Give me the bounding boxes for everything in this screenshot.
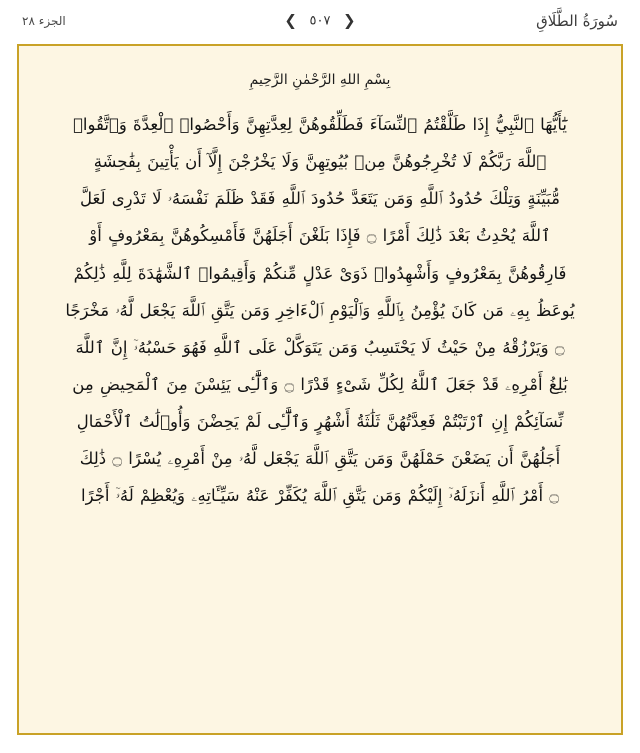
ayah-line: فَارِقُوهُنَّ بِمَعْرُوفٍ وَأَشْهِدُوا۟ ذَوَىْ عَدْلٍ مِّنكُمْ وَأَقِيمُوا۟ ٱلشَّهَٰدَةَ لِلَّهِ ذَٰلِكُمْ (73, 263, 567, 283)
ayah-text-block (45, 106, 595, 514)
ayah-line: مُّبَيِّنَةٍ وَتِلْكَ حُدُودُ ٱللَّهِ وَمَن يَتَعَدَّ حُدُودَ ٱللَّهِ فَقَدْ ظَلَمَ نَفْسَهُۥ لَا تَدْرِى لَعَلَّ (79, 189, 560, 209)
mushaf-frame (17, 44, 623, 735)
ayah-line: ۝ أَمْرُ ٱللَّهِ أَنزَلَهُۥٓ إِلَيْكُمْ وَمَن يَتَّقِ ٱللَّهَ يُكَفِّرْ عَنْهُ سَيِّـَٔاتِهِۦ وَيُعْظِمْ لَهُۥٓ أَجْرًا (81, 486, 559, 506)
chevron-left-icon[interactable]: ❮ (284, 11, 297, 30)
ayah-line: نِّسَآئِكُمْ إِنِ ٱرْتَبْتُمْ فَعِدَّتُهُنَّ ثَلَٰثَةُ أَشْهُرٍ وَٱلَّٰٓـِٔى لَمْ يَحِضْنَ وَأُو۟لَٰتُ ٱلْأَحْمَالِ (76, 412, 564, 431)
ayah-line: ۝ وَيَرْزُقْهُ مِنْ حَيْثُ لَا يَحْتَسِبُ وَمَن يَتَوَكَّلْ عَلَى ٱللَّهِ فَهُوَ حَسْبُهُۥٓ إِنَّ ٱللَّهَ (75, 337, 565, 357)
page-number: ٥٠٧ (309, 13, 331, 29)
page-header (0, 0, 640, 42)
juz-label: الجزء ٢٨ (22, 14, 66, 28)
page-navigation (284, 11, 356, 30)
ayah-line: بَٰلِغُ أَمْرِهِۦ قَدْ جَعَلَ ٱللَّهُ لِكُلِّ شَىْءٍ قَدْرًا ۝ وَٱلَّٰٓـِٔى يَئِسْنَ مِنَ ٱلْمَحِيضِ مِن (72, 374, 568, 394)
surah-title: سُورَةُ الطَّلَاقِ (536, 12, 618, 30)
ayah-line: ٱللَّهَ رَبَّكُمْ لَا تُخْرِجُوهُنَّ مِنۢ بُيُوتِهِنَّ وَلَا يَخْرُجْنَ إِلَّآ أَن يَأْتِينَ بِفَٰحِشَةٍ (93, 152, 547, 172)
ayah-line: ٱللَّهَ يُحْدِثُ بَعْدَ ذَٰلِكَ أَمْرًا ۝ فَإِذَا بَلَغْنَ أَجَلَهُنَّ فَأَمْسِكُوهُنَّ بِمَعْرُوفٍ أَوْ (89, 226, 551, 246)
ayah-line: أَجَلُهُنَّ أَن يَضَعْنَ حَمْلَهُنَّ وَمَن يَتَّقِ ٱللَّهَ يَجْعَل لَّهُۥ مِنْ أَمْرِهِۦ يُسْرًا ۝ ذَٰلِكَ (79, 449, 561, 469)
ayah-line: يُوعَظُ بِهِۦ مَن كَانَ يُؤْمِنُ بِٱللَّهِ وَٱلْيَوْمِ ٱلْءَاخِرِ وَمَن يَتَّقِ ٱللَّهَ يَجْعَل لَّهُۥ مَخْرَجًا (65, 300, 575, 320)
chevron-right-icon[interactable]: ❯ (343, 11, 356, 30)
basmala-line: بِسْمِ اللهِ الرَّحْمٰنِ الرَّحِيمِ (249, 72, 391, 88)
ayah-line: يَٰٓأَيُّهَا ٱلنَّبِيُّ إِذَا طَلَّقْتُمُ ٱلنِّسَآءَ فَطَلِّقُوهُنَّ لِعِدَّتِهِنَّ وَأَحْصُوا۟ ٱلْعِدَّةَ وَٱتَّقُوا۟ (72, 115, 568, 134)
